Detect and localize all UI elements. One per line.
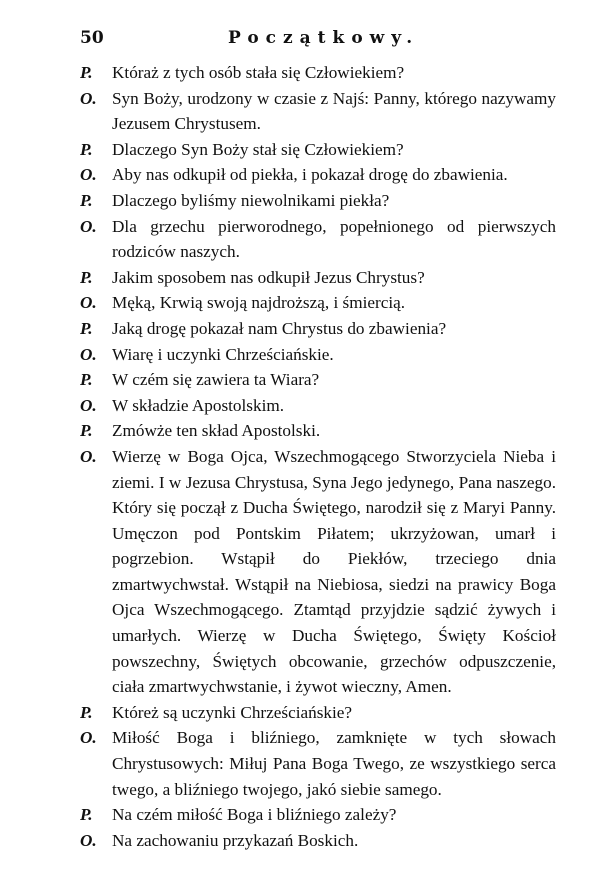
qa-item [80, 418, 556, 444]
qa-label: P. [80, 702, 93, 722]
qa-item [80, 265, 556, 291]
qa-text: Jaką drogę pokazał nam Chrystus do zbawienia? [112, 318, 447, 338]
qa-label: O. [80, 830, 97, 850]
qa-item [80, 802, 556, 828]
qa-item [80, 367, 556, 393]
qa-label: P. [80, 63, 93, 82]
qa-text: Męką, Krwią swoją najdroższą, i śmiercią. [112, 293, 406, 313]
qa-text: Dlaczego Syn Boży stał się Człowiekiem? [112, 139, 404, 159]
qa-item [80, 342, 556, 368]
qa-item [80, 316, 556, 342]
page-header [80, 28, 556, 54]
qa-text: Syn Boży, urodzony w czasie z Najś: Panny, którego nazywamy Jezusem Chrystusem. [112, 88, 556, 134]
qa-text: W składzie Apostolskim. [112, 395, 285, 415]
qa-text: W czém się zawiera ta Wiara? [112, 370, 320, 390]
qa-text: Wiarę i uczynki Chrześciańskie. [112, 344, 334, 364]
qa-text: Aby nas odkupił od piekła, i pokazał drogę do zbawienia. [112, 165, 508, 185]
qa-text: Dla grzechu pierworodnego, popełnionego od pierwszych rodziców naszych. [112, 216, 556, 262]
qa-text: Któreż są uczynki Chrześciańskie? [112, 702, 353, 722]
qa-item [80, 290, 556, 316]
qa-label: P. [80, 370, 93, 390]
page-number: 50 [80, 28, 104, 48]
qa-item [80, 725, 556, 802]
qa-label: O. [80, 293, 97, 313]
qa-label: P. [80, 421, 93, 441]
qa-label: P. [80, 318, 93, 338]
qa-item [80, 162, 556, 188]
qa-label: P. [80, 805, 93, 825]
qa-item [80, 137, 556, 163]
qa-label: P. [80, 190, 93, 210]
qa-text: Zmówże ten skład Apostolski. [112, 421, 321, 441]
qa-item [80, 444, 556, 700]
qa-label: O. [80, 446, 97, 466]
qa-item [80, 214, 556, 265]
qa-item [80, 60, 556, 86]
qa-text: Któraż z tych osób stała się Człowiekiem? [112, 63, 405, 82]
qa-label: P. [80, 267, 93, 287]
qa-text: Jakim sposobem nas odkupił Jezus Chrystus? [112, 267, 425, 287]
qa-label: O. [80, 88, 97, 108]
qa-label: O. [80, 344, 97, 364]
qa-label: P. [80, 139, 93, 159]
running-title: Początkowy. [228, 28, 420, 48]
qa-item [80, 828, 556, 854]
qa-label: O. [80, 728, 97, 748]
qa-label: O. [80, 165, 97, 185]
qa-item [80, 700, 556, 726]
qa-label: O. [80, 395, 97, 415]
qa-item [80, 393, 556, 419]
qa-text: Dlaczego byliśmy niewolnikami piekła? [112, 190, 390, 210]
qa-item [80, 188, 556, 214]
qa-text: Miłość Boga i bliźniego, zamknięte w tych słowach Chrystusowych: Miłuj Pana Boga Twego, ze wszystkiego serca twego, a bliźniego twojego, jakó siebie samego. [112, 728, 556, 799]
qa-item [80, 86, 556, 137]
qa-text: Na czém miłość Boga i bliźniego zależy? [112, 805, 397, 825]
qa-text: Wierzę w Boga Ojca, Wszechmogącego Stworzyciela Nieba i ziemi. I w Jezusa Chrystusa, Syna Jego jedynego, Pana naszego. Który się począł z Ducha Świętego, narodził się z Maryi Panny. Umęczon pod Pontskim Piłatem; ukrzyżowan, umarł i pogrzebion. Wstąpił do Piekłów, trzeciego dnia zmartwychwstał. Wstąpił na Niebiosa, siedzi na prawicy Boga Ojca Wszechmogącego. Ztamtąd przyjdzie sądzić żywych i umarłych. Wierzę w Ducha Świętego, Święty Kościoł powszechny, Świętych obcowanie, grzechów odpuszczenie, ciała zmartwychwstanie, i żywot wieczny, Amen. [112, 446, 556, 697]
qa-text: Na zachowaniu przykazań Boskich. [112, 830, 359, 850]
catechism-text [80, 60, 556, 853]
qa-label: O. [80, 216, 97, 236]
